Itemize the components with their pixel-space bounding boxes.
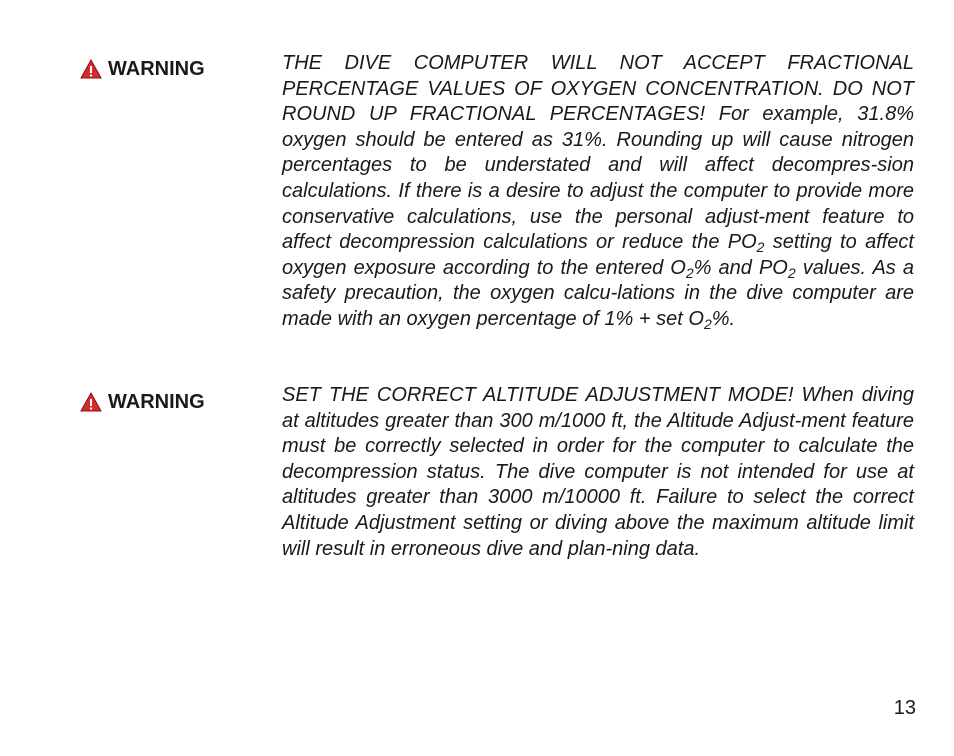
warning-text-altitude: SET THE CORRECT ALTITUDE ADJUSTMENT MODE! When diving at altitudes greater than 300 m/1000 ft, the Altitude Adjust-ment feature must be correctly selected in order for the computer to calculate the decompression status. The dive computer is not intended for use at altitudes greater than 3000 m/10000 ft. Failure to select the correct Altitude Adjustment setting or diving above the maximum altitude limit will result in erroneous dive and plan-ning data.	[282, 384, 914, 560]
warning-label	[80, 389, 205, 415]
warning-triangle-icon	[80, 392, 102, 412]
warning-triangle-icon	[80, 59, 102, 79]
warning-label-text: WARNING	[108, 58, 205, 80]
warning-label-text: WARNING	[108, 391, 205, 413]
warning-label	[80, 56, 205, 82]
warning-text-oxygen: THE DIVE COMPUTER WILL NOT ACCEPT FRACTIONAL PERCENTAGE VALUES OF OXYGEN CONCENTRATION. DO NOT ROUND UP FRACTIONAL PERCENTAGES! For example, 31.8% oxygen should be entered as 31%. Rounding up will cause nitrogen percentages to be understated and will affect decompres-sion calculations. If there is a desire to adjust the computer to provide more conservative calculations, use the personal adjust-ment feature to affect decompression calculations or reduce the $PO_2$ setting to affect oxygen exposure according to the entered $O_2\%$ and $PO_2$ values. As a safety precaution, the oxygen calcu-lations in the dive computer are made with an oxygen percentage of 1% + set $O_2\%$.	[282, 52, 914, 332]
page-number: 13	[893, 697, 916, 719]
